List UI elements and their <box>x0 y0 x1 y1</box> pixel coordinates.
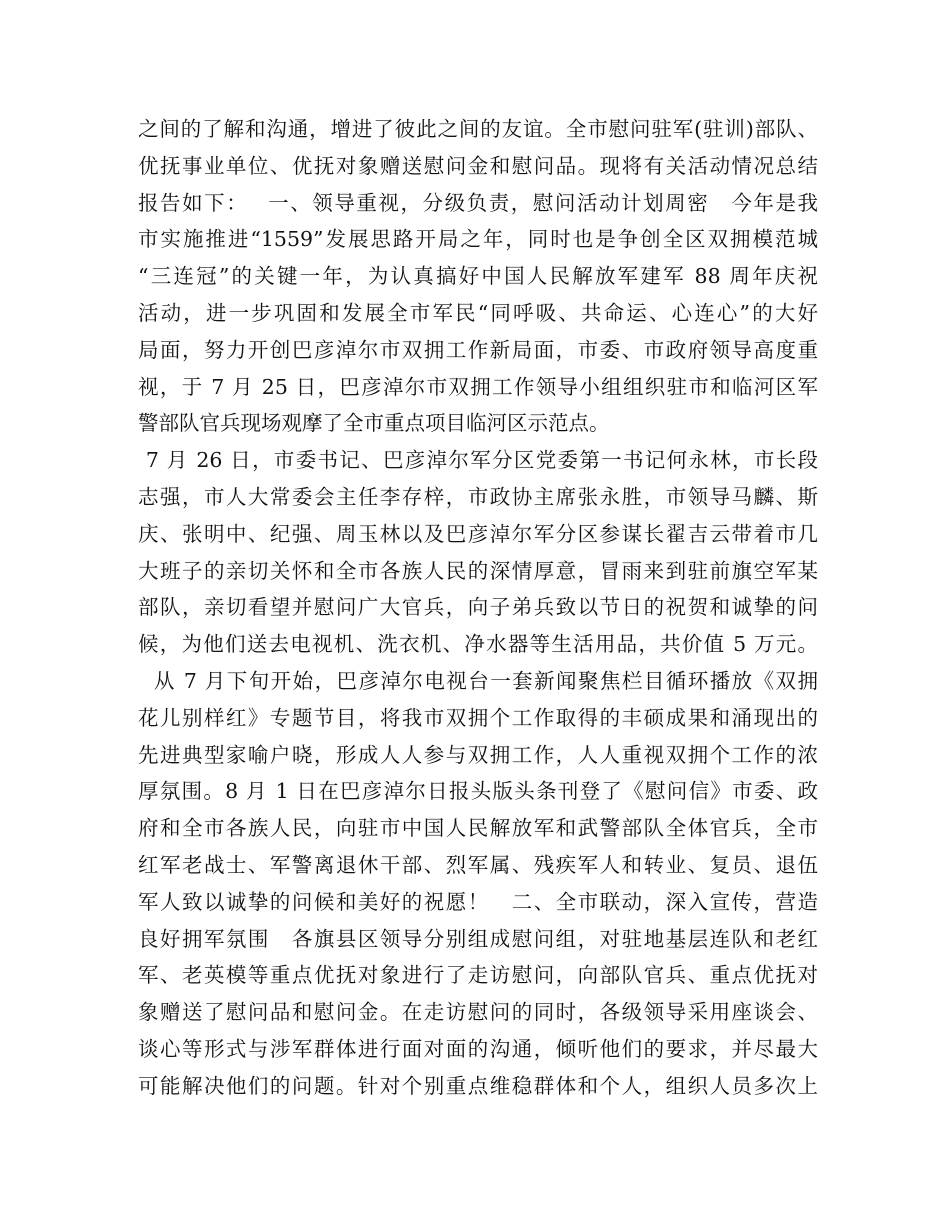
text-line: 庆、张明中、纪强、周玉林以及巴彦淖尔军分区参谋长翟吉云带着市几 <box>138 521 818 546</box>
text-line: 良好拥军氛围 各旗县区领导分别组成慰问组，对驻地基层连队和老红 <box>138 926 818 951</box>
text-line: 大班子的亲切关怀和全市各族人民的深情厚意，冒雨来到驻前旗空军某 <box>138 558 818 583</box>
text-line: 警部队官兵现场观摩了全市重点项目临河区示范点。 <box>138 411 610 436</box>
text-line: 府和全市各族人民，向驻市中国人民解放军和武警部队全体官兵，全市 <box>138 816 818 841</box>
text-line: 报告如下： 一、领导重视，分级负责，慰问活动计划周密 今年是我 <box>138 190 818 215</box>
text-line: 可能解决他们的问题。针对个别重点维稳群体和个人，组织人员多次上 <box>138 1073 818 1098</box>
text-line: 7 月 26 日，市委书记、巴彦淖尔军分区党委第一书记何永林，市长段 <box>138 448 818 473</box>
text-line: 之间的了解和沟通，增进了彼此之间的友谊。全市慰问驻军(驻训)部队、 <box>138 117 818 141</box>
text-line: 从 7 月下旬开始，巴彦淖尔电视台一套新闻聚焦栏目循环播放《双拥 <box>138 668 818 693</box>
text-line: 军、老英模等重点优抚对象进行了走访慰问，向部队官兵、重点优抚对 <box>138 963 818 988</box>
text-line: 花儿别样红》专题节目，将我市双拥个工作取得的丰硕成果和涌现出的 <box>138 705 818 730</box>
text-line: 活动，进一步巩固和发展全市军民“同呼吸、共命运、心连心”的大好 <box>138 300 818 325</box>
text-line: 部队，亲切看望并慰问广大官兵，向子弟兵致以节日的祝贺和诚挚的问 <box>138 595 818 620</box>
text-line: 优抚事业单位、优抚对象赠送慰问金和慰问品。现将有关活动情况总结 <box>138 153 818 178</box>
text-line: 志强，市人大常委会主任李存梓，市政协主席张永胜，市领导马麟、斯 <box>138 484 818 509</box>
text-line: 象赠送了慰问品和慰问金。在走访慰问的同时，各级领导采用座谈会、 <box>138 1000 818 1025</box>
text-line: 谈心等形式与涉军群体进行面对面的沟通，倾听他们的要求，并尽最大 <box>138 1036 818 1061</box>
text-line: 厚氛围。8 月 1 日在巴彦淖尔日报头版头条刊登了《慰问信》市委、政 <box>138 779 818 804</box>
text-line: 军人致以诚挚的问候和美好的祝愿！ 二、全市联动，深入宣传，营造 <box>138 889 818 914</box>
text-line: 局面，努力开创巴彦淖尔市双拥工作新局面，市委、市政府领导高度重 <box>138 337 818 362</box>
text-line: 市实施推进“1559”发展思路开局之年，同时也是争创全区双拥模范城 <box>138 227 818 252</box>
text-line: 候，为他们送去电视机、洗衣机、净水器等生活用品，共价值 5 万元。 <box>138 632 818 657</box>
text-line: 先进典型家喻户晓，形成人人参与双拥工作，人人重视双拥个工作的浓 <box>138 742 818 767</box>
body-text <box>138 111 818 1105</box>
text-line: “三连冠”的关键一年，为认真搞好中国人民解放军建军 88 周年庆祝 <box>138 264 818 289</box>
text-line: 红军老战士、军警离退休干部、烈军属、残疾军人和转业、复员、退伍 <box>138 852 818 877</box>
text-line: 视，于 7 月 25 日，巴彦淖尔市双拥工作领导小组组织驻市和临河区军 <box>138 374 818 399</box>
